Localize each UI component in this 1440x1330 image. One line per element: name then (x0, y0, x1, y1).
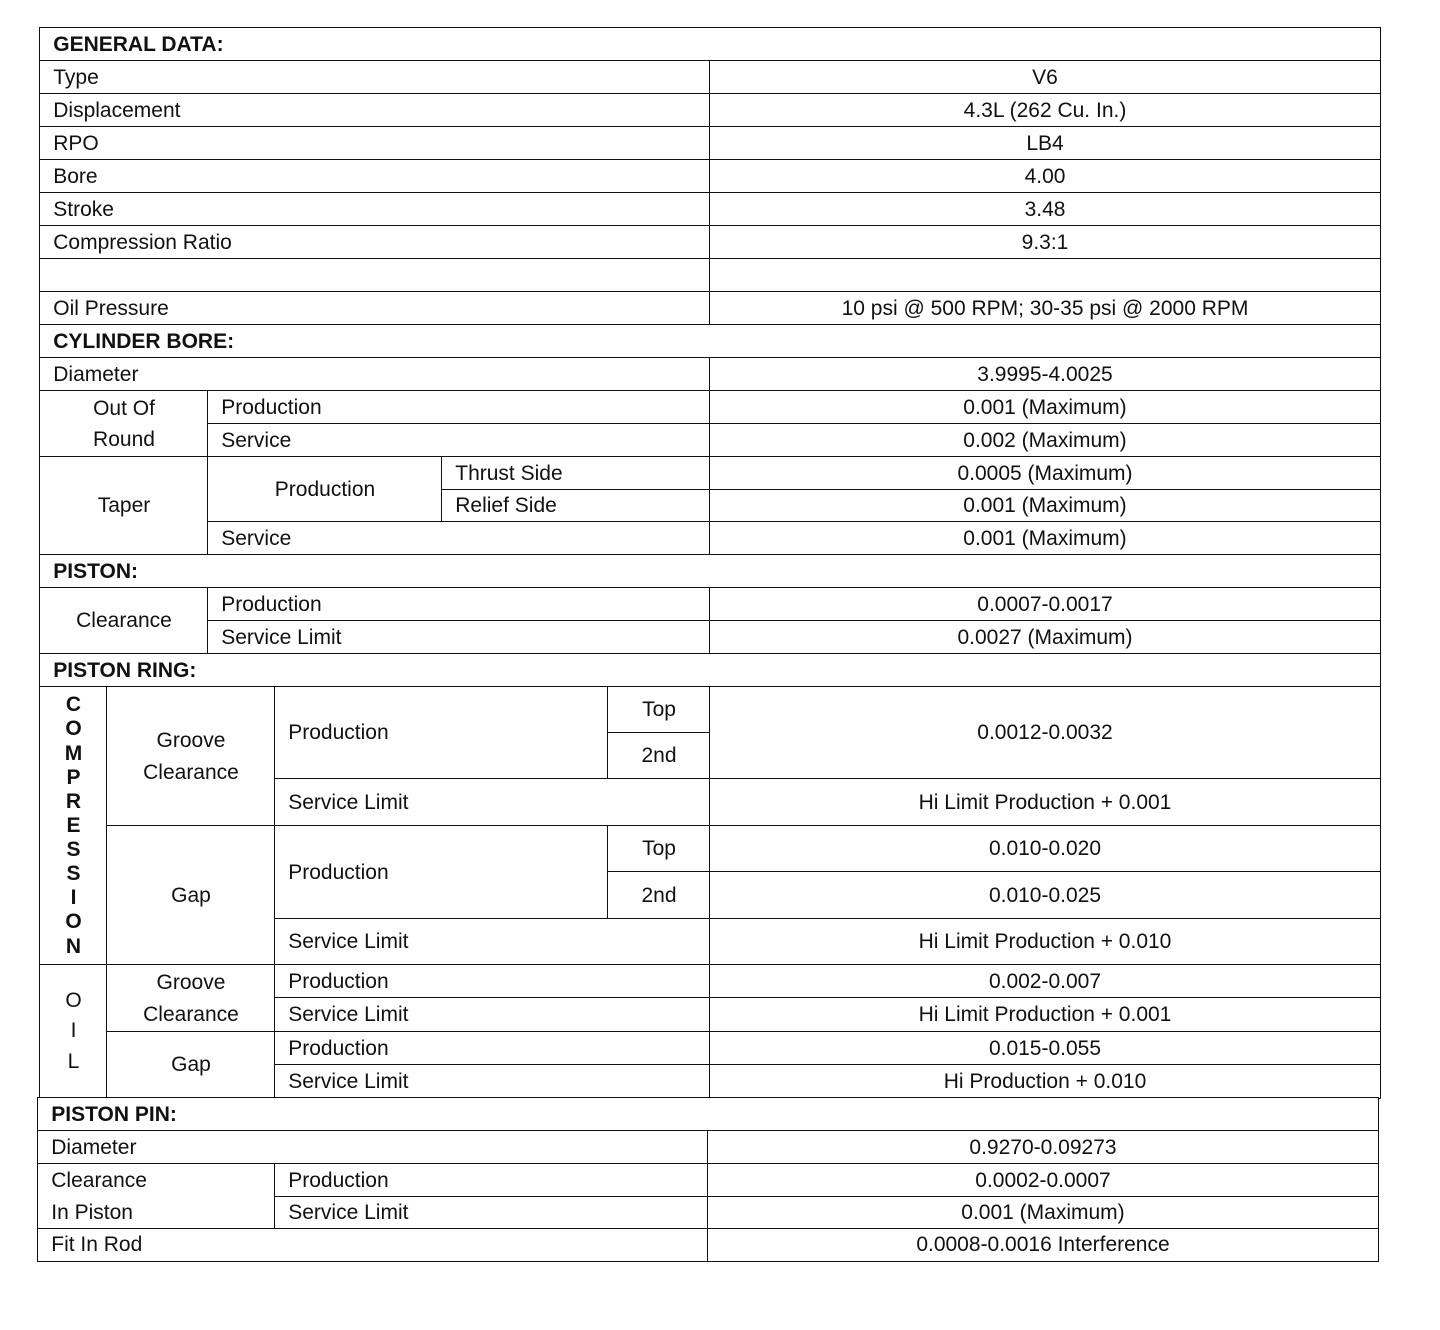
spec-label: Service (207, 521, 711, 556)
spec-label: Production (207, 390, 711, 425)
spec-label: Displacement (39, 93, 711, 128)
spec-label: Top (607, 825, 711, 873)
spec-value: 4.00 (709, 159, 1381, 194)
spec-value: 0.015-0.055 (709, 1031, 1381, 1066)
spec-label: Production (274, 964, 711, 999)
spec-label: Service Limit (207, 620, 711, 655)
spec-label: Thrust Side (441, 456, 711, 491)
spec-label (39, 258, 711, 293)
spec-value: 0.002-0.007 (709, 964, 1381, 999)
spec-value: 0.9270-0.09273 (707, 1130, 1379, 1165)
piston-pin-header: PISTON PIN: (37, 1097, 1379, 1132)
spec-label: Production (274, 1031, 711, 1066)
spec-value: 0.001 (Maximum) (709, 521, 1381, 556)
spec-label: Top (607, 686, 711, 734)
spec-label: Oil Pressure (39, 291, 711, 326)
spec-label: Diameter (37, 1130, 709, 1165)
spec-group-label: Groove Clearance (106, 686, 276, 827)
spec-value: 10 psi @ 500 RPM; 30-35 psi @ 2000 RPM (709, 291, 1381, 326)
spec-value: Hi Limit Production + 0.001 (709, 997, 1381, 1033)
spec-value: 0.010-0.025 (709, 871, 1381, 920)
spec-label: Service (207, 423, 711, 458)
spec-value: 0.001 (Maximum) (709, 489, 1381, 523)
spec-value: 9.3:1 (709, 225, 1381, 260)
spec-group-label: Groove Clearance (106, 964, 276, 1033)
spec-label: Service Limit (274, 918, 711, 966)
spec-label: 2nd (607, 871, 711, 920)
spec-label: Service Limit (274, 1196, 709, 1230)
spec-label: Service Limit (274, 997, 711, 1033)
spec-group-label: Clearance (39, 587, 209, 655)
spec-value: 0.0005 (Maximum) (709, 456, 1381, 491)
spec-label: Production (274, 686, 609, 780)
spec-label: RPO (39, 126, 711, 161)
spec-value: Hi Limit Production + 0.001 (709, 778, 1381, 827)
spec-value: 0.001 (Maximum) (709, 390, 1381, 425)
spec-group-label: Clearance In Piston (37, 1163, 276, 1230)
spec-value: 0.010-0.020 (709, 825, 1381, 873)
spec-value: 0.0002-0.0007 (707, 1163, 1379, 1198)
spec-label: Relief Side (441, 489, 711, 523)
spec-label: Stroke (39, 192, 711, 227)
spec-group-label: Gap (106, 825, 276, 966)
spec-label: Type (39, 60, 711, 95)
spec-label: Production (274, 1163, 709, 1198)
spec-value: 0.001 (Maximum) (707, 1196, 1379, 1230)
oil-vertical-label: O I L (39, 964, 108, 1099)
spec-value: 0.0008-0.0016 Interference (707, 1228, 1379, 1262)
cylinder-bore-header: CYLINDER BORE: (39, 324, 1381, 359)
spec-value: 0.002 (Maximum) (709, 423, 1381, 458)
general-data-header: GENERAL DATA: (39, 27, 1381, 62)
spec-label: Service Limit (274, 1064, 711, 1099)
spec-value: V6 (709, 60, 1381, 95)
spec-value: LB4 (709, 126, 1381, 161)
spec-value: 4.3L (262 Cu. In.) (709, 93, 1381, 128)
spec-value: Hi Limit Production + 0.010 (709, 918, 1381, 966)
spec-label: Bore (39, 159, 711, 194)
spec-label: Production (207, 587, 711, 622)
spec-value: 0.0027 (Maximum) (709, 620, 1381, 655)
spec-group-label: Taper (39, 456, 209, 556)
spec-label: Compression Ratio (39, 225, 711, 260)
spec-value: Hi Production + 0.010 (709, 1064, 1381, 1099)
spec-group-label: Out Of Round (39, 390, 209, 458)
piston-header: PISTON: (39, 554, 1381, 589)
spec-value: 0.0007-0.0017 (709, 587, 1381, 622)
spec-label: Diameter (39, 357, 711, 392)
spec-label: 2nd (607, 732, 711, 780)
spec-group-label: Gap (106, 1031, 276, 1099)
spec-label: Production (274, 825, 609, 920)
piston-ring-header: PISTON RING: (39, 653, 1381, 688)
spec-label: Service Limit (274, 778, 711, 827)
spec-value: 3.9995-4.0025 (709, 357, 1381, 392)
spec-group-label: Production (207, 456, 443, 523)
spec-value (709, 258, 1381, 293)
spec-value: 3.48 (709, 192, 1381, 227)
spec-value: 0.0012-0.0032 (709, 686, 1381, 780)
spec-label: Fit In Rod (37, 1228, 709, 1262)
compression-vertical-label: C O M P R E S S I O N (39, 686, 108, 966)
